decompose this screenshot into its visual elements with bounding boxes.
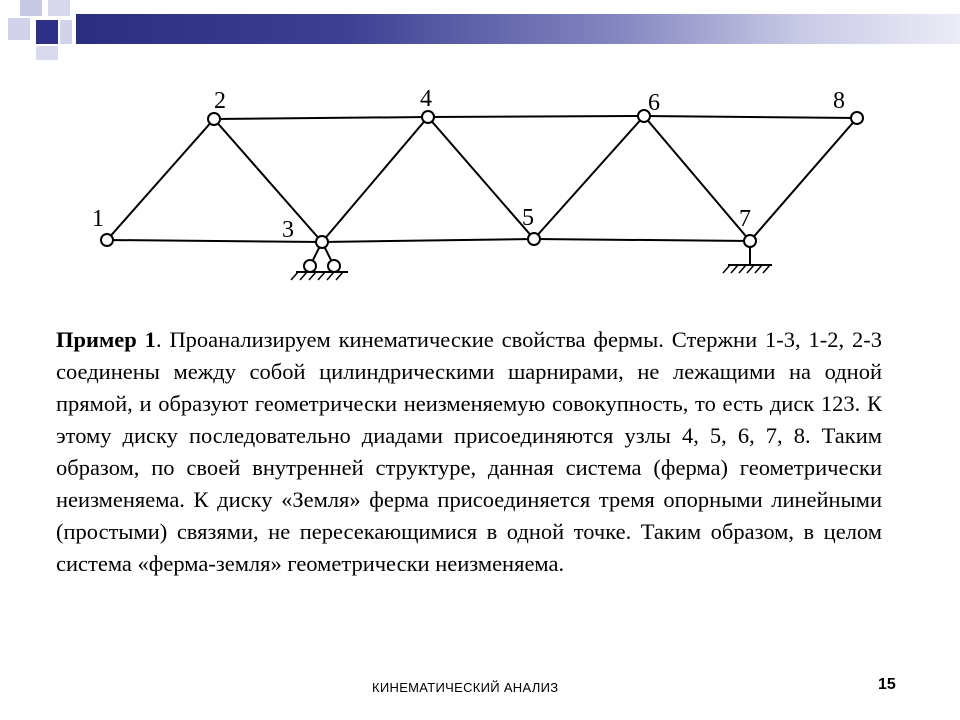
truss-member-6-8 <box>644 116 857 118</box>
node-label-8: 8 <box>833 88 845 114</box>
truss-member-7-8 <box>750 118 857 241</box>
truss-member-6-7 <box>644 116 750 241</box>
truss-member-4-5 <box>428 117 534 239</box>
truss-node-1 <box>101 234 113 246</box>
example-paragraph <box>56 324 882 580</box>
node-label-2: 2 <box>214 88 226 114</box>
truss-node-2 <box>208 113 220 125</box>
example-body-text: . Проанализируем кинематические свойства фермы. Стержни 1-3, 1-2, 2-3 соединены между собой цилиндрическими шарнирами, не лежащими на одной прямой, и образуют геометрически неизменяемую совокупность, то есть диск 123. К этому диску последовательно диадами присоединяются узлы 4, 5, 6, 7, 8. Таким образом, по своей внутренней структуре, данная система (ферма) геометрически неизменяема. К диску «Земля» ферма присоединяется тремя опорными линейными (простыми) связями, не пересекающимися в одной точке. Таким образом, в целом система «ферма-земля» геометрически неизменяема. <box>56 327 882 576</box>
truss-node-3 <box>316 236 328 248</box>
truss-node-4 <box>422 111 434 123</box>
node-label-3: 3 <box>282 217 294 243</box>
node-label-4: 4 <box>420 86 432 112</box>
truss-diagram <box>0 0 960 300</box>
truss-member-3-4 <box>322 117 428 242</box>
truss-member-3-5 <box>322 239 534 242</box>
node-label-7: 7 <box>739 206 751 232</box>
node-label-5: 5 <box>522 205 534 231</box>
truss-member-5-6 <box>534 116 644 239</box>
node-label-1: 1 <box>92 206 104 232</box>
truss-node-5 <box>528 233 540 245</box>
truss-member-4-6 <box>428 116 644 117</box>
truss-member-1-2 <box>107 119 214 240</box>
truss-member-2-3 <box>214 119 322 242</box>
truss-node-8 <box>851 112 863 124</box>
node-label-6: 6 <box>648 90 660 116</box>
truss-member-5-7 <box>534 239 750 241</box>
example-label: Пример 1 <box>56 327 156 352</box>
footer-title: КИНЕМАТИЧЕСКИЙ АНАЛИЗ <box>372 680 559 695</box>
truss-member-2-4 <box>214 117 428 119</box>
page-number: 15 <box>878 676 896 693</box>
truss-supports <box>291 241 772 280</box>
truss-node-7 <box>744 235 756 247</box>
